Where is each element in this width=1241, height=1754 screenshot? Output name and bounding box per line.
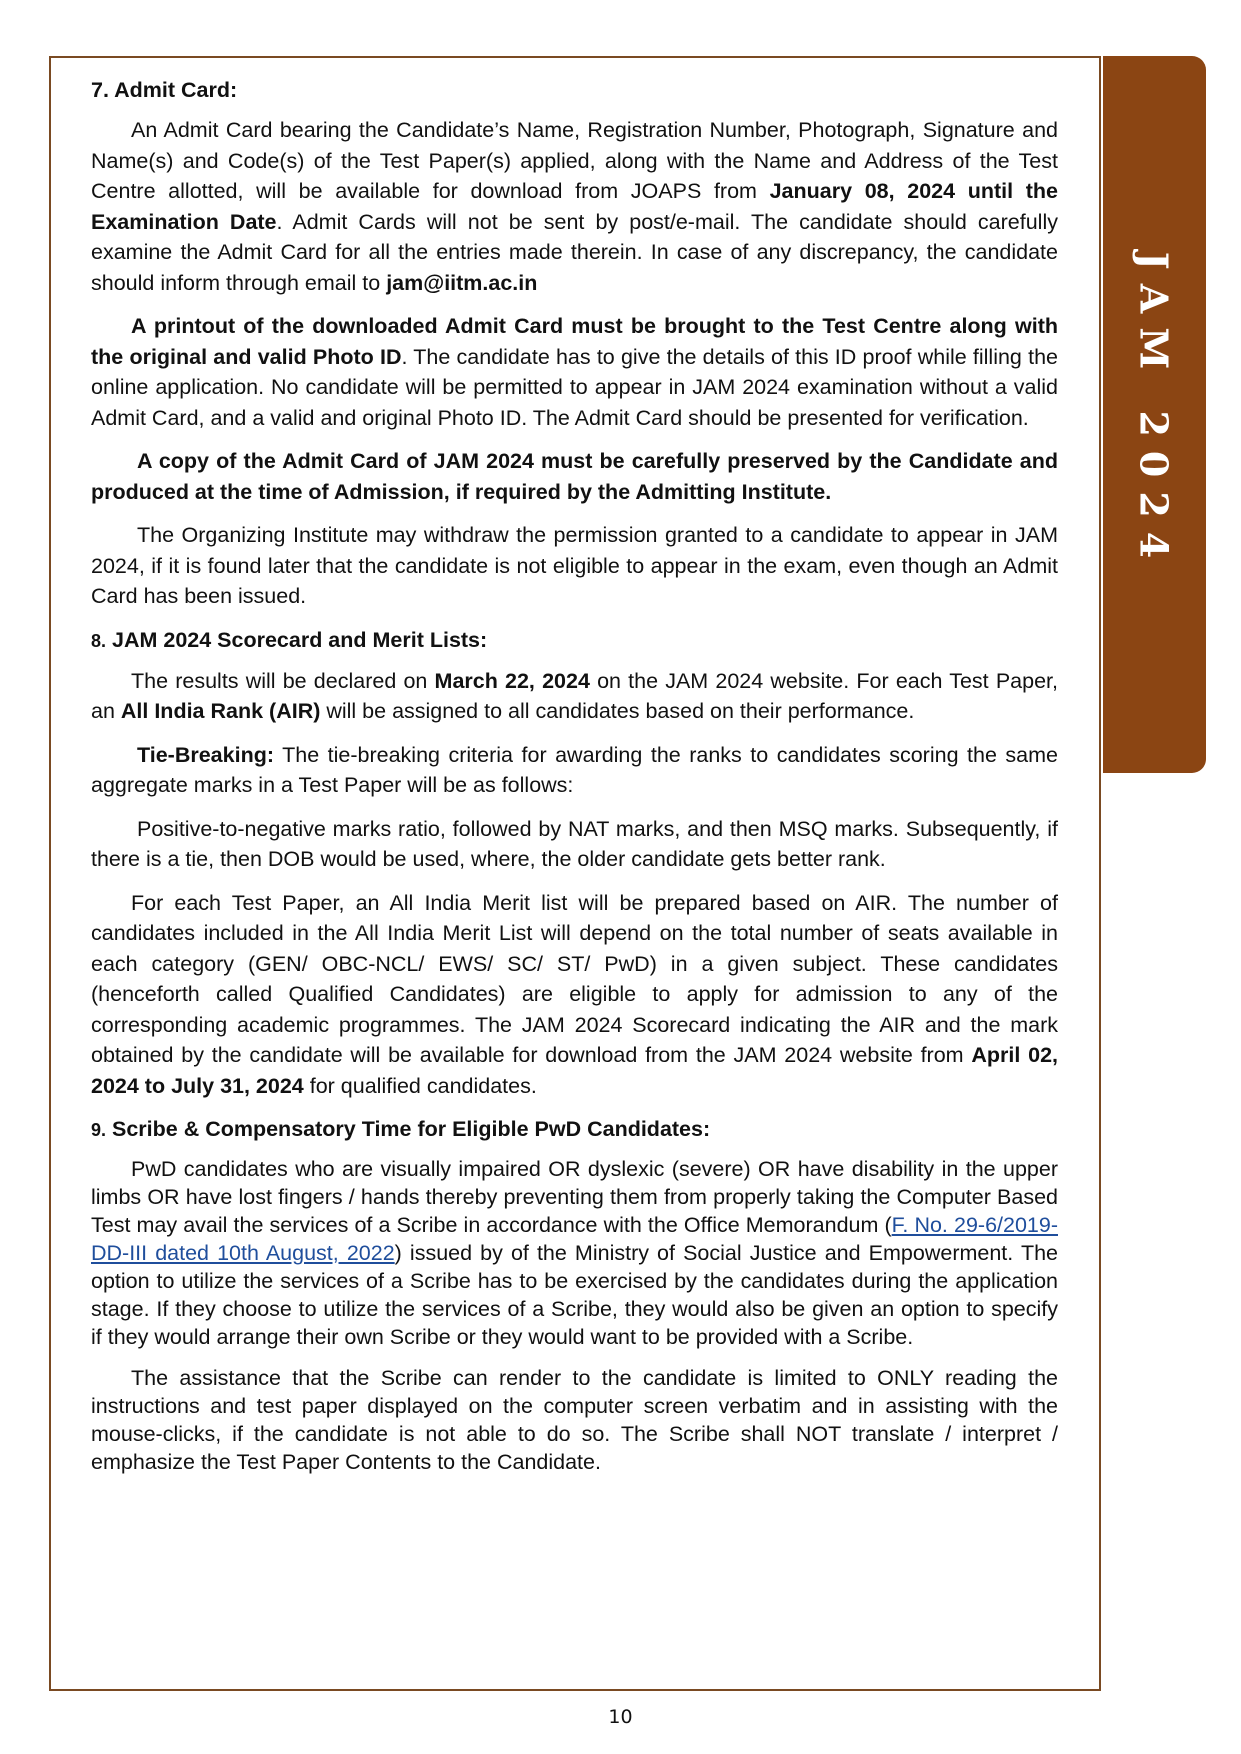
page-number: 10: [608, 1706, 633, 1728]
section-7-paragraph-2: A printout of the downloaded Admit Card must be brought to the Test Centre along with the original and valid Photo ID. The candidate has to give the details of this ID proof while filling the online application. No candidate will be permitted to appear in JAM 2024 examination without a valid Admit Card, and a valid and original Photo ID. The Admit Card should be presented for verification.: [91, 314, 1058, 430]
section-8-heading: 8. JAM 2024 Scorecard and Merit Lists:: [91, 627, 488, 652]
memorandum-link[interactable]: F. No. 29-6/2019-DD-III dated 10th August, 2022: [91, 1213, 1058, 1265]
section-8-paragraph-2: Tie-Breaking: The tie-breaking criteria for awarding the ranks to candidates scoring the same aggregate marks in a Test Paper will be as follows:: [91, 742, 1058, 797]
side-tab-label: JAM 2024: [1131, 251, 1177, 573]
contact-email: jam@iitm.ac.in: [386, 270, 538, 295]
section-7-paragraph-1: An Admit Card bearing the Candidate’s Name, Registration Number, Photograph, Signature and Name(s) and Code(s) of the Test Paper(s) applied, along with the Name and Address of the Test Centre allotted, will be available for download from JOAPS from January 08, 2024 until the Examination Date. Admit Cards will not be sent by post/e-mail. The candidate should carefully examine the Admit Card for all the entries made therein. In case of any discrepancy, the candidate should inform through email to jam@iitm.ac.in: [91, 118, 1058, 295]
section-8-paragraph-4: For each Test Paper, an All India Merit list will be prepared based on AIR. The number of candidates included in the All India Merit List will depend on the total number of seats available in each category (GEN/ OBC-NCL/ EWS/ SC/ ST/ PwD) in a given subject. These candidates (henceforth called Qualified Candidates) are eligible to apply for admission to any of the corresponding academic programmes. The JAM 2024 Scorecard indicating the AIR and the mark obtained by the candidate will be available for download from the JAM 2024 website from April 02, 2024 to July 31, 2024 for qualified candidates.: [91, 890, 1058, 1098]
section-9-paragraph-1: PwD candidates who are visually impaired OR dyslexic (severe) OR have disability in the upper limbs OR have lost fingers / hands thereby preventing them from properly taking the Computer Based Test may avail the services of a Scribe in accordance with the Office Memorandum (F. No. 29-6/2019-DD-III dated 10th August, 2022) issued by of the Ministry of Social Justice and Empowerment. The option to utilize the services of a Scribe has to be exercised by the candidates during the application stage. If they choose to utilize the services of a Scribe, they would also be given an option to specify if they would arrange their own Scribe or they would want to be provided with a Scribe.: [91, 1157, 1058, 1349]
section-9-paragraph-2: The assistance that the Scribe can render to the candidate is limited to ONLY reading the instructions and test paper displayed on the computer screen verbatim and in assisting with the mouse-clicks, if the candidate is not able to do so. The Scribe shall NOT translate / interpret / emphasize the Test Paper Contents to the Candidate.: [91, 1366, 1058, 1474]
section-8-paragraph-1: The results will be declared on March 22, 2024 on the JAM 2024 website. For each Test Paper, an All India Rank (AIR) will be assigned to all candidates based on their performance.: [91, 668, 1058, 723]
document-body: [91, 75, 1058, 1489]
section-8-paragraph-3: Positive-to-negative marks ratio, followed by NAT marks, and then MSQ marks. Subsequently, if there is a tie, then DOB would be used, where, the older candidate gets better rank.: [91, 816, 1058, 871]
section-9-heading: 9. Scribe & Compensatory Time for Eligible PwD Candidates:: [91, 1117, 711, 1141]
section-7-heading: 7. Admit Card:: [91, 78, 238, 102]
section-7-paragraph-3: A copy of the Admit Card of JAM 2024 must be carefully preserved by the Candidate and produced at the time of Admission, if required by the Admitting Institute.: [91, 449, 1058, 504]
section-7-paragraph-4: The Organizing Institute may withdraw the permission granted to a candidate to appear in JAM 2024, if it is found later that the candidate is not eligible to appear in the exam, even though an Admit Card has been issued.: [91, 523, 1058, 608]
